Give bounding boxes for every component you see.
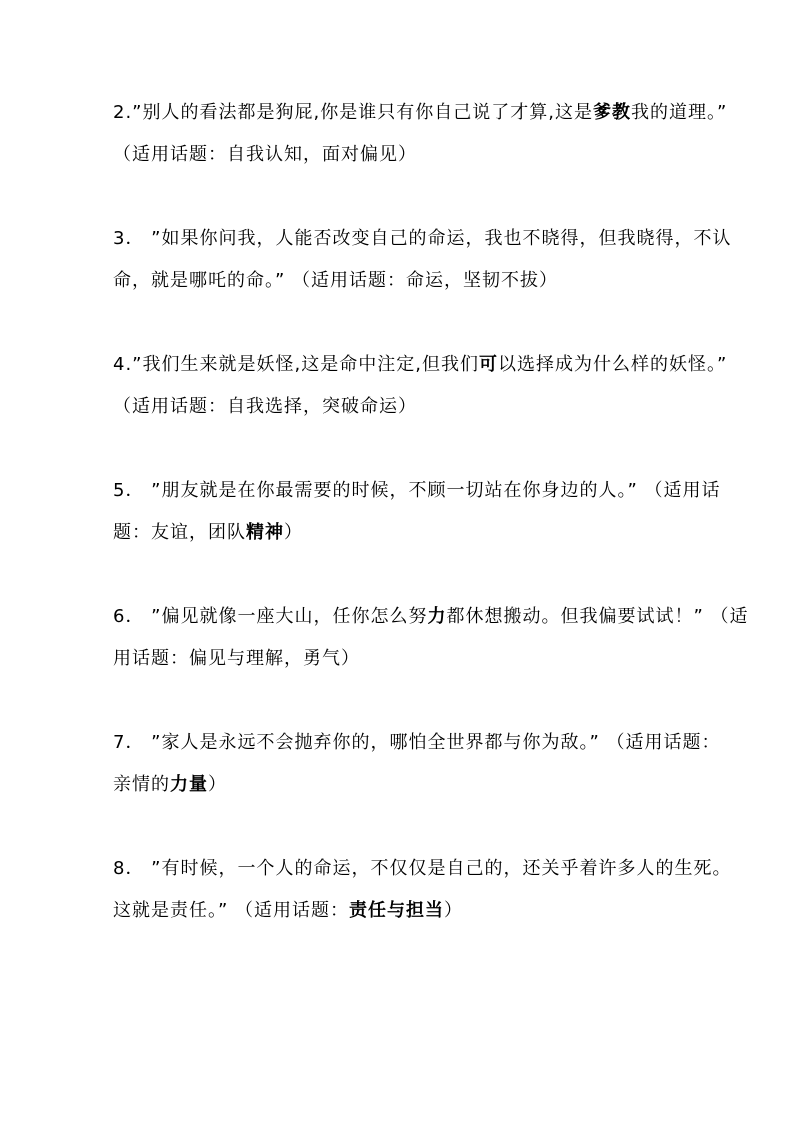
bold-text-segment: 可 — [478, 354, 498, 375]
text-segment: 8． ”有时候，一个人的命运，不仅仅是自己的，还关乎着许多人的生死。 — [113, 858, 732, 879]
bold-text-segment: 精神 — [246, 522, 284, 543]
text-segment: ） — [444, 900, 464, 921]
text-segment: 都休想搬动。但我偏要试试！” （适 — [446, 606, 749, 627]
text-line — [113, 386, 713, 428]
text-segment: （适用话题：自我选择，突破命运） — [113, 396, 417, 417]
text-segment: 3． ”如果你问我，人能否改变自己的命运，我也不晓得，但我晓得，不认 — [113, 228, 732, 249]
text-line — [113, 218, 732, 260]
text-segment: 这就是责任。” （适用话题： — [113, 900, 350, 921]
quote-item-4 — [113, 344, 728, 428]
text-segment: 用话题：偏见与理解，勇气） — [113, 648, 360, 669]
bold-text-segment: 力 — [427, 606, 447, 627]
bold-text-segment: 责任与担当 — [349, 900, 445, 921]
text-segment: 我的道理。” — [630, 102, 728, 123]
quote-item-6 — [113, 596, 749, 680]
document-content — [113, 92, 749, 932]
text-segment: ） — [284, 522, 303, 543]
text-line — [113, 596, 749, 638]
bold-text-segment: 力量 — [170, 774, 208, 795]
text-line — [113, 92, 728, 134]
text-segment: 亲情的 — [113, 774, 170, 795]
quote-item-2 — [113, 92, 728, 176]
text-line — [113, 722, 721, 764]
text-line — [113, 344, 728, 386]
text-segment: 2.”别人的看法都是狗屁,你是谁只有你自己说了才算,这是 — [113, 102, 593, 123]
quote-item-8 — [113, 848, 732, 932]
text-line — [113, 470, 721, 512]
text-segment: ） — [208, 774, 227, 795]
text-line — [113, 638, 713, 680]
text-line — [113, 890, 713, 932]
text-line — [113, 134, 713, 176]
text-line — [113, 260, 713, 302]
text-segment: 5． ”朋友就是在你最需要的时候，不顾一切站在你身边的人。” （适用话 — [113, 480, 721, 501]
bold-text-segment: 爹教 — [592, 102, 631, 123]
text-segment: 命，就是哪吒的命。” （适用话题：命运，坚韧不拔） — [113, 270, 559, 291]
quote-item-7 — [113, 722, 721, 806]
quote-item-5 — [113, 470, 721, 554]
text-segment: 7． ”家人是永远不会抛弃你的，哪怕全世界都与你为敌。” （适用话题： — [113, 732, 721, 753]
text-line — [113, 848, 732, 890]
text-line — [113, 512, 713, 554]
text-segment: 6． ”偏见就像一座大山，任你怎么努 — [113, 606, 428, 627]
text-segment: （适用话题：自我认知，面对偏见） — [113, 144, 417, 165]
quote-item-3 — [113, 218, 732, 302]
text-line — [113, 764, 713, 806]
text-segment: 以选择成为什么样的妖怪。” — [497, 354, 728, 375]
text-segment: 题：友谊，团队 — [113, 522, 246, 543]
text-segment: 4.”我们生来就是妖怪,这是命中注定,但我们 — [113, 354, 479, 375]
